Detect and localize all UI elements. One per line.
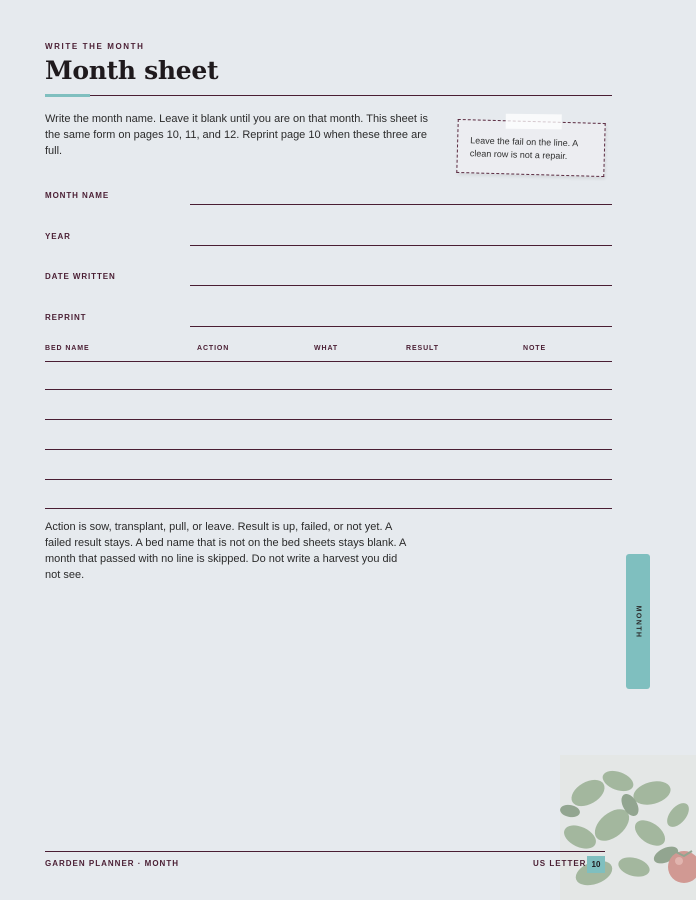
footer-paper-size: US LETTER xyxy=(533,859,587,868)
field-label: MONTH NAME xyxy=(45,191,110,200)
field-label: YEAR xyxy=(45,232,71,241)
footer-title: GARDEN PLANNER · MONTH xyxy=(45,859,179,868)
column-header-result: RESULT xyxy=(406,345,439,352)
column-header-what: WHAT xyxy=(314,345,339,352)
title-accent xyxy=(45,94,90,97)
page-number: 10 xyxy=(587,856,605,873)
field-year xyxy=(45,232,612,262)
table-row xyxy=(45,419,612,420)
field-date-written xyxy=(45,272,612,302)
column-header-note: NOTE xyxy=(523,345,547,352)
section-tab xyxy=(626,554,650,689)
field-label: REPRINT xyxy=(45,313,87,322)
field-write-line xyxy=(190,245,612,246)
tape xyxy=(506,114,562,130)
field-month-name xyxy=(45,191,612,221)
field-write-line xyxy=(190,204,612,205)
column-header-action: ACTION xyxy=(197,345,230,352)
intro-text: Write the month name. Leave it blank until you are on that month. This sheet is the same form on pages 10, 11, and 12. Reprint page 10 when these three are full. xyxy=(45,113,428,157)
field-write-line xyxy=(190,326,612,327)
table-row xyxy=(45,389,612,390)
column-header-bed-name: BED NAME xyxy=(45,345,90,352)
field-label: DATE WRITTEN xyxy=(45,272,116,281)
field-write-line xyxy=(190,285,612,286)
table-row xyxy=(45,508,612,509)
title-rule xyxy=(45,95,612,96)
page-title: Month sheet xyxy=(45,56,219,85)
field-reprint xyxy=(45,313,612,343)
basil-tomato-plant-icon xyxy=(560,755,696,900)
table-row xyxy=(45,479,612,480)
sticky-note-text: Leave the fail on the line. A clean row is not a repair. xyxy=(469,135,578,162)
table-row xyxy=(45,449,612,450)
usage-notes: Action is sow, transplant, pull, or leave. Result is up, failed, or not yet. A failed result stays. A bed name that is not on the bed sheets stays blank. A month that passed with no line is skipped. Do not write a harvest you did not see. xyxy=(45,521,406,581)
log-table-header xyxy=(45,345,612,362)
sticky-note xyxy=(456,119,605,177)
section-tab-label: MONTH xyxy=(634,605,642,638)
eyebrow: WRITE THE MONTH xyxy=(45,42,145,51)
footer-rule xyxy=(45,851,605,852)
